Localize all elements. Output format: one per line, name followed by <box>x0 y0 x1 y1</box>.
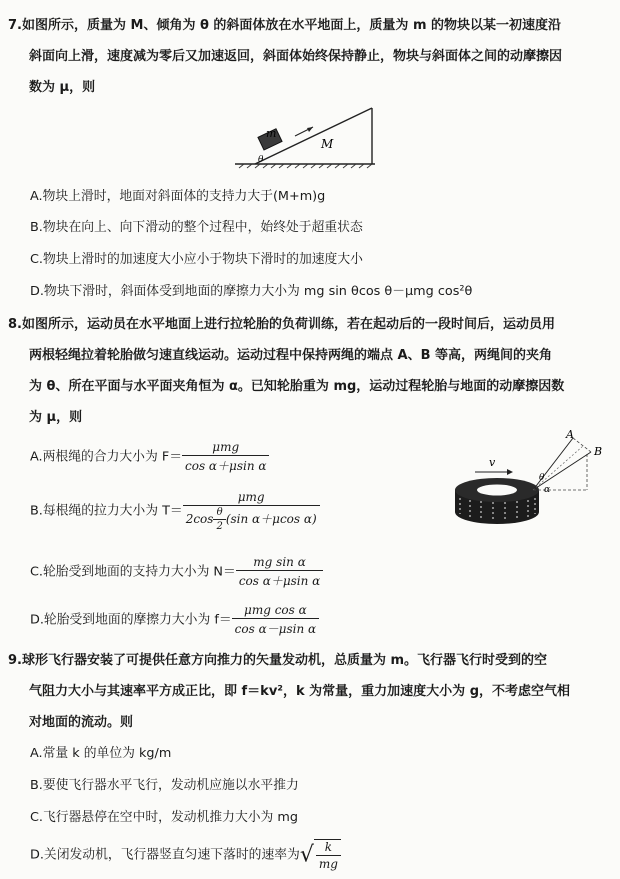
q9-option-b: B.要使飞行器水平飞行，发动机应施以水平推力 <box>30 778 299 793</box>
q9-stem-line-3: 对地面的流动。则 <box>29 715 134 730</box>
q9-option-d <box>30 839 341 871</box>
q9-stem-line-1: 9.球形飞行器安装了可提供任意方向推力的矢量发动机，总质量为 m。飞行器飞行时受到的空 <box>8 653 548 668</box>
q7-option-b: B.物块在向上、向下滑动的整个过程中，始终处于超重状态 <box>30 220 363 235</box>
q9-option-a: A.常量 k 的单位为 kg/m <box>30 746 172 761</box>
q7-stem-line-2: 斜面向上滑，速度减为零后又加速返回，斜面体始终保持静止，物块与斜面体之间的动摩擦因 <box>29 49 563 64</box>
q8-tire-figure <box>455 428 620 528</box>
q8-option-a-prefix: A.两根绳的合力大小为 F＝ <box>30 449 182 465</box>
q9-option-c: C.飞行器悬停在空中时，发动机推力大小为 mg <box>30 810 299 825</box>
q8-option-b-prefix: B.每根绳的拉力大小为 T＝ <box>30 503 183 519</box>
q8-stem-line-4: 为 μ，则 <box>29 410 83 425</box>
q7-option-a: A.物块上滑时，地面对斜面体的支持力大于(M+m)g <box>30 189 326 204</box>
q8-label-v: v <box>489 456 496 469</box>
q8-option-d-fraction: $\frac{\text{μmg cos α}}{\text{cos α－μsin α}}$ <box>232 603 319 637</box>
q8-option-a-fraction: $\frac{\text{μmg}}{\text{cos α＋μsin α}}$ <box>182 440 269 474</box>
q8-label-A: A <box>566 428 574 441</box>
q8-option-c-prefix: C.轮胎受到地面的支持力大小为 N＝ <box>30 564 236 580</box>
q8-stem-line-2: 两根轻绳拉着轮胎做匀速直线运动。运动过程中保持两绳的端点 A、B 等高，两绳间的夹角 <box>29 348 553 363</box>
q7-stem-line-1: 7.如图所示，质量为 M、倾角为 θ 的斜面体放在水平地面上，质量为 m 的物块以某一初速度沿 <box>8 18 562 33</box>
q9-option-d-prefix: D.关闭发动机，飞行器竖直匀速下落时的速率为 <box>30 847 300 863</box>
q7-label-theta: θ <box>258 155 264 165</box>
q9-stem-line-2: 气阻力大小与其速率平方成正比，即 f＝kv²，k 为常量，重力加速度大小为 g，不考虑空气相 <box>29 684 570 699</box>
q8-stem-line-1: 8.如图所示，运动员在水平地面上进行拉轮胎的负荷训练，若在起动后的一段时间后，运动员用 <box>8 317 555 332</box>
q7-label-m: m <box>266 127 277 140</box>
q8-option-c <box>30 555 323 589</box>
q8-label-theta: θ <box>539 473 545 483</box>
q8-label-B: B <box>594 445 603 458</box>
q8-stem-line-3: 为 θ、所在平面与水平面夹角恒为 α。已知轮胎重为 mg，运动过程轮胎与地面的动摩擦因数 <box>29 379 565 394</box>
q8-label-alpha: α <box>544 485 551 495</box>
q8-option-d <box>30 603 319 637</box>
q9-option-d-sqrt: √ $\frac{k}{mg}$ <box>300 839 341 871</box>
q7-option-c: C.物块上滑时的加速度大小应小于物块下滑时的加速度大小 <box>30 252 363 267</box>
q7-label-M: M <box>321 137 334 151</box>
q8-option-a <box>30 440 269 474</box>
q7-option-d: D.物块下滑时，斜面体受到地面的摩擦力大小为 mg sin θcos θ－μmg cos²θ <box>30 284 473 299</box>
q8-option-c-fraction: $\frac{\text{mg sin α}}{\text{cos α＋μsin α}}$ <box>236 555 323 589</box>
q8-option-b <box>30 490 320 532</box>
q7-incline-figure <box>225 103 385 169</box>
q8-option-b-fraction: μmg 2cos $\frac{\theta}{2}$ (sin α＋μcos α) <box>183 490 320 532</box>
q7-stem-line-3: 数为 μ，则 <box>29 80 96 95</box>
q8-option-d-prefix: D.轮胎受到地面的摩擦力大小为 f＝ <box>30 612 232 628</box>
